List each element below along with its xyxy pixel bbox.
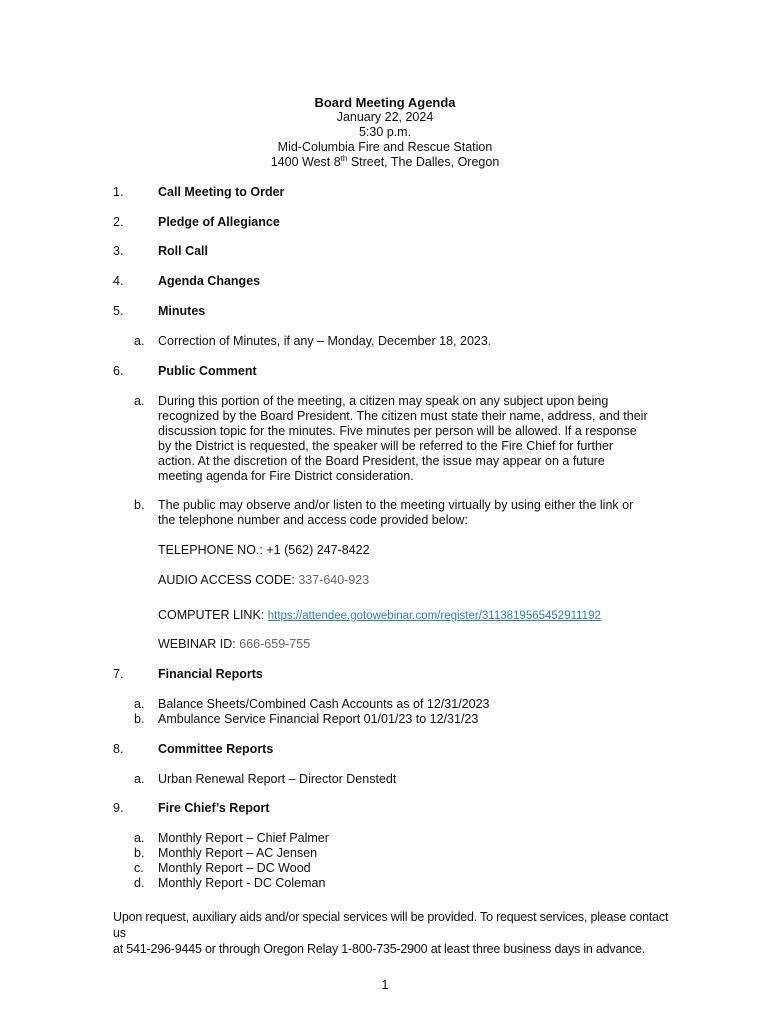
item-heading: Agenda Changes xyxy=(158,274,261,288)
item-heading: Minutes xyxy=(158,304,206,318)
webinar-registration-link[interactable]: https://attendee.gotowebinar.com/register/3113819565452911192 xyxy=(267,610,601,622)
item-heading: Financial Reports xyxy=(158,667,263,681)
agenda-header xyxy=(0,95,770,170)
item-heading: Call Meeting to Order xyxy=(158,185,285,199)
item-heading: Fire Chief’s Report xyxy=(158,801,270,815)
virtual-attendance-text: The public may observe and/or listen to the meeting virtually by using either the link or the telephone number and access code provided below: xyxy=(158,498,634,527)
meeting-address: 1400 West 8th Street, The Dalles, Oregon xyxy=(270,153,500,169)
agenda-title: Board Meeting Agenda xyxy=(314,95,456,110)
item-heading: Pledge of Allegiance xyxy=(158,215,280,229)
page-number: 1 xyxy=(381,978,389,992)
item-heading: Roll Call xyxy=(158,244,209,258)
item-heading: Public Comment xyxy=(158,364,257,378)
public-comment-text: During this portion of the meeting, a citizen may speak on any subject upon being recognized by the Board President. The citizen must state their name, address, and their discussion topic for the minutes. Five minutes per person will be allowed. If a response by the District is requested, the speaker will be referred to the Fire Chief for further action. At the discretion of the Board President, the issue may appear on a future meeting agenda for Fire District consideration. xyxy=(158,394,648,483)
meeting-location: Mid-Columbia Fire and Rescue Station xyxy=(277,140,493,154)
item-heading: Committee Reports xyxy=(158,742,274,756)
meeting-time: 5:30 p.m. xyxy=(358,125,412,139)
meeting-date: January 22, 2024 xyxy=(336,110,434,124)
accessibility-notice: Upon request, auxiliary aids and/or special services will be provided. To request services, please contact us at 541-296-9445 or through Oregon Relay 1-800-735-2900 at least three business days in advance. xyxy=(113,910,669,956)
